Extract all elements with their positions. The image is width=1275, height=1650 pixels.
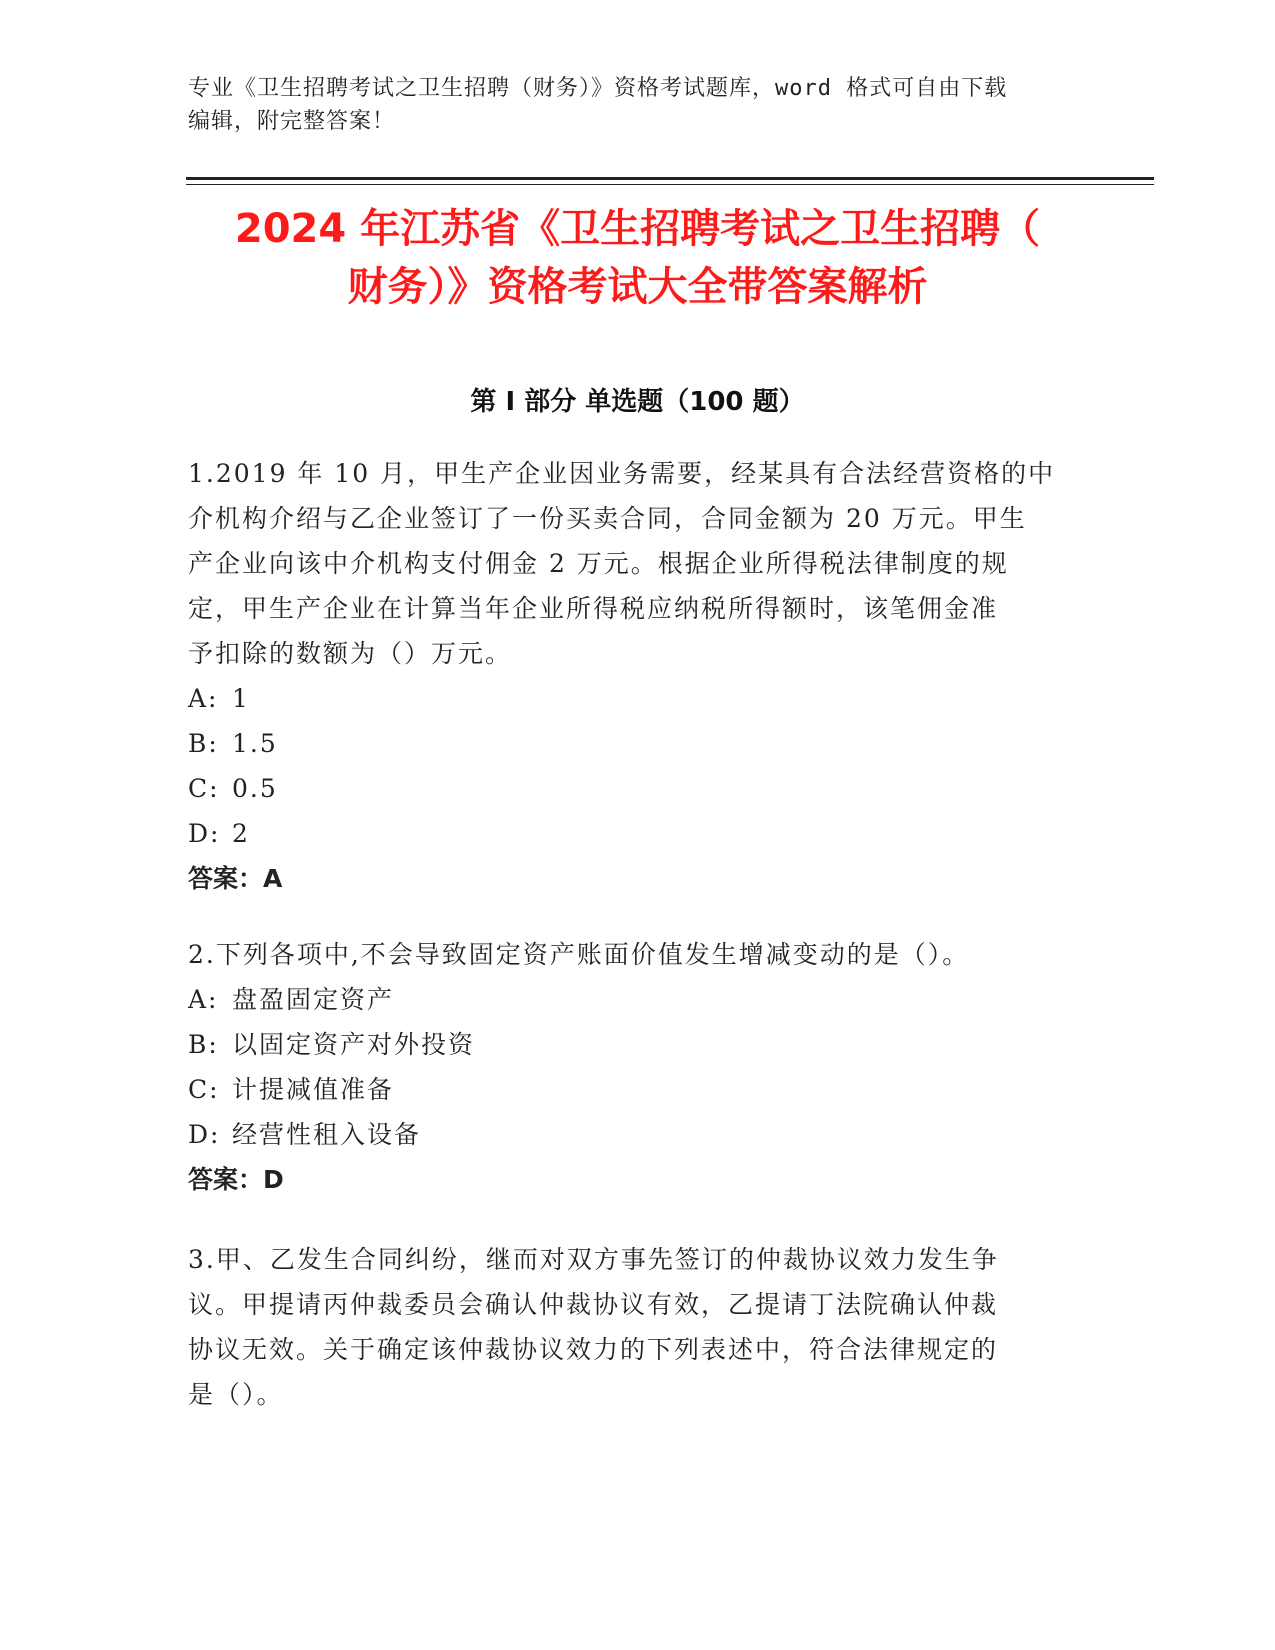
question-stem-line: 3.甲、乙发生合同纠纷，继而对双方事先签订的仲裁协议效力发生争	[188, 1245, 999, 1274]
option-c	[188, 766, 1088, 811]
answer: 答案：A	[188, 864, 283, 893]
option-key: D:	[188, 1120, 221, 1149]
question-stem-line: 是（）。	[188, 1380, 284, 1409]
option-text: 计提减值准备	[232, 1075, 395, 1104]
question-stem-line: 产企业向该中介机构支付佣金 2 万元。根据企业所得税法律制度的规	[188, 549, 1009, 578]
header-rule-thick	[186, 177, 1154, 180]
question-stem-line: 予扣除的数额为（）万元。	[188, 639, 513, 668]
option-key: B:	[188, 1030, 219, 1059]
document-title-line-2: 财务）》资格考试大全带答案解析	[347, 264, 928, 310]
question-stem-line: 1.2019 年 10 月，甲生产企业因业务需要，经某具有合法经营资格的中	[188, 459, 1056, 488]
header-note-line-2: 编辑，附完整答案！	[188, 109, 396, 134]
option-key: D:	[188, 819, 221, 848]
question-1	[188, 451, 1088, 901]
option-a	[188, 676, 1088, 721]
option-key: C:	[188, 1075, 220, 1104]
header-rule-thin	[186, 184, 1154, 185]
question-2	[188, 932, 1088, 1202]
option-c	[188, 1067, 1088, 1112]
document-title-line-1: 2024 年江苏省《卫生招聘考试之卫生招聘（	[234, 206, 1041, 252]
option-a	[188, 977, 1088, 1022]
question-stem-line: 定，甲生产企业在计算当年企业所得税应纳税所得额时，该笔佣金准	[188, 594, 999, 623]
answer: 答案：D	[188, 1165, 284, 1194]
option-text: 以固定资产对外投资	[232, 1030, 476, 1059]
option-text: 经营性租入设备	[232, 1120, 422, 1149]
option-key: C:	[188, 774, 220, 803]
option-text: 盘盈固定资产	[232, 985, 395, 1014]
option-key: B:	[188, 729, 219, 758]
option-text: 1.5	[232, 729, 278, 758]
option-b	[188, 721, 1088, 766]
header-note	[188, 72, 1088, 138]
document-title	[150, 200, 1125, 316]
option-d	[188, 1112, 1088, 1157]
question-stem-line: 议。甲提请丙仲裁委员会确认仲裁协议有效，乙提请丁法院确认仲裁	[188, 1290, 999, 1319]
option-text: 1	[232, 684, 250, 713]
option-text: 2	[232, 819, 250, 848]
question-stem-line: 2.下列各项中,不会导致固定资产账面价值发生增减变动的是（）。	[188, 940, 970, 969]
option-key: A:	[188, 684, 219, 713]
question-stem-line: 协议无效。关于确定该仲裁协议效力的下列表述中，符合法律规定的	[188, 1335, 999, 1364]
header-note-line-1: 专业《卫生招聘考试之卫生招聘（财务）》资格考试题库，word 格式可自由下载	[188, 76, 1008, 101]
option-key: A:	[188, 985, 219, 1014]
question-3	[188, 1237, 1088, 1417]
option-text: 0.5	[232, 774, 278, 803]
option-b	[188, 1022, 1088, 1067]
section-title: 第 I 部分 单选题（100 题）	[470, 387, 805, 417]
question-stem-line: 介机构介绍与乙企业签订了一份买卖合同，合同金额为 20 万元。甲生	[188, 504, 1027, 533]
option-d	[188, 811, 1088, 856]
